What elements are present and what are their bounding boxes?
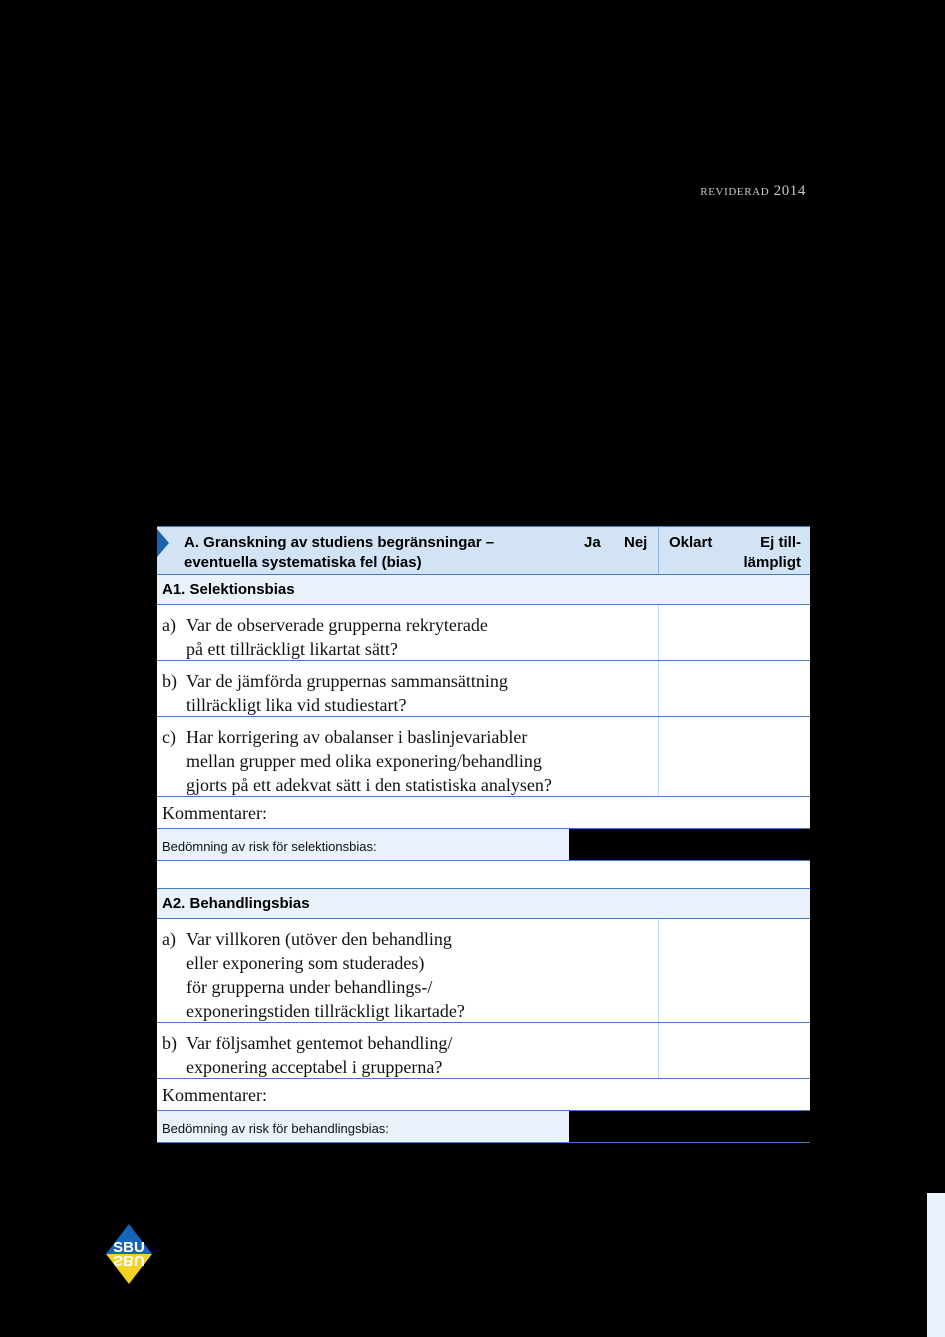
question-text xyxy=(186,669,508,717)
col-ej-line2: lämpligt xyxy=(743,554,801,571)
question-line: exponeringstiden tillräckligt likartade? xyxy=(186,1001,465,1021)
question-line: eller exponering som studerades) xyxy=(186,953,425,973)
revision-label: reviderad 2014 xyxy=(700,183,806,199)
question-line: för grupperna under behandlings-/ xyxy=(186,977,433,997)
risk-assessment-row xyxy=(157,1111,810,1143)
page-edge-tab xyxy=(927,1193,945,1337)
question-line: Var följsamhet gentemot behandling/ xyxy=(186,1033,453,1053)
col-ja: Ja xyxy=(584,534,601,551)
risk-assessment-field[interactable] xyxy=(569,829,810,860)
assessment-table xyxy=(157,526,810,1143)
logo-bottom-text: SBU xyxy=(113,1252,145,1269)
comment-field[interactable]: Kommentarer: xyxy=(157,1079,810,1111)
logo-top-text: SBU xyxy=(113,1239,145,1256)
question-row[interactable] xyxy=(157,919,810,1023)
question-line: Var villkoren (utöver den behandling xyxy=(186,929,452,949)
risk-assessment-label: Bedömning av risk för selektionsbias: xyxy=(157,829,569,860)
table-header xyxy=(157,526,810,575)
question-letter: a) xyxy=(162,615,176,635)
col-ej-line1: Ej till- xyxy=(760,534,801,551)
col-nej: Nej xyxy=(624,534,648,551)
header-arrow-icon xyxy=(157,529,169,557)
question-line: mellan grupper med olika exponering/behandling xyxy=(186,751,542,771)
section-title: A1. Selektionsbias xyxy=(157,575,810,605)
section-spacer xyxy=(157,861,810,889)
question-text xyxy=(186,725,552,797)
question-row[interactable] xyxy=(157,1023,810,1079)
col-ej-tillampligt xyxy=(737,533,801,573)
header-title xyxy=(184,533,494,573)
question-letter: b) xyxy=(162,1033,177,1053)
risk-assessment-field[interactable] xyxy=(569,1111,810,1142)
comment-field[interactable]: Kommentarer: xyxy=(157,797,810,829)
question-line: Var de observerade grupperna rekryterade xyxy=(186,615,488,635)
question-line: tillräckligt lika vid studiestart? xyxy=(186,695,407,715)
question-letter: a) xyxy=(162,929,176,949)
question-line: på ett tillräckligt likartat sätt? xyxy=(186,639,398,659)
sbu-logo-icon xyxy=(106,1224,152,1284)
question-row[interactable] xyxy=(157,661,810,717)
question-line: gjorts på ett adekvat sätt i den statistiska analysen? xyxy=(186,775,552,795)
question-row[interactable] xyxy=(157,717,810,797)
question-letter: b) xyxy=(162,671,177,691)
col-oklart: Oklart xyxy=(669,534,713,551)
question-text xyxy=(186,1031,452,1079)
question-line: exponering acceptabel i grupperna? xyxy=(186,1057,443,1077)
question-text xyxy=(186,613,488,661)
risk-assessment-label: Bedömning av risk för behandlingsbias: xyxy=(157,1111,569,1142)
question-row[interactable] xyxy=(157,605,810,661)
risk-assessment-row xyxy=(157,829,810,861)
section-title: A2. Behandlingsbias xyxy=(157,889,810,919)
question-line: Har korrigering av obalanser i baslinjevariabler xyxy=(186,727,528,747)
header-title-line2: eventuella systematiska fel (bias) xyxy=(184,554,422,571)
header-title-line1: A. Granskning av studiens begränsningar – xyxy=(184,534,495,551)
question-letter: c) xyxy=(162,727,176,747)
question-text xyxy=(186,927,465,1023)
question-line: Var de jämförda gruppernas sammansättning xyxy=(186,671,508,691)
